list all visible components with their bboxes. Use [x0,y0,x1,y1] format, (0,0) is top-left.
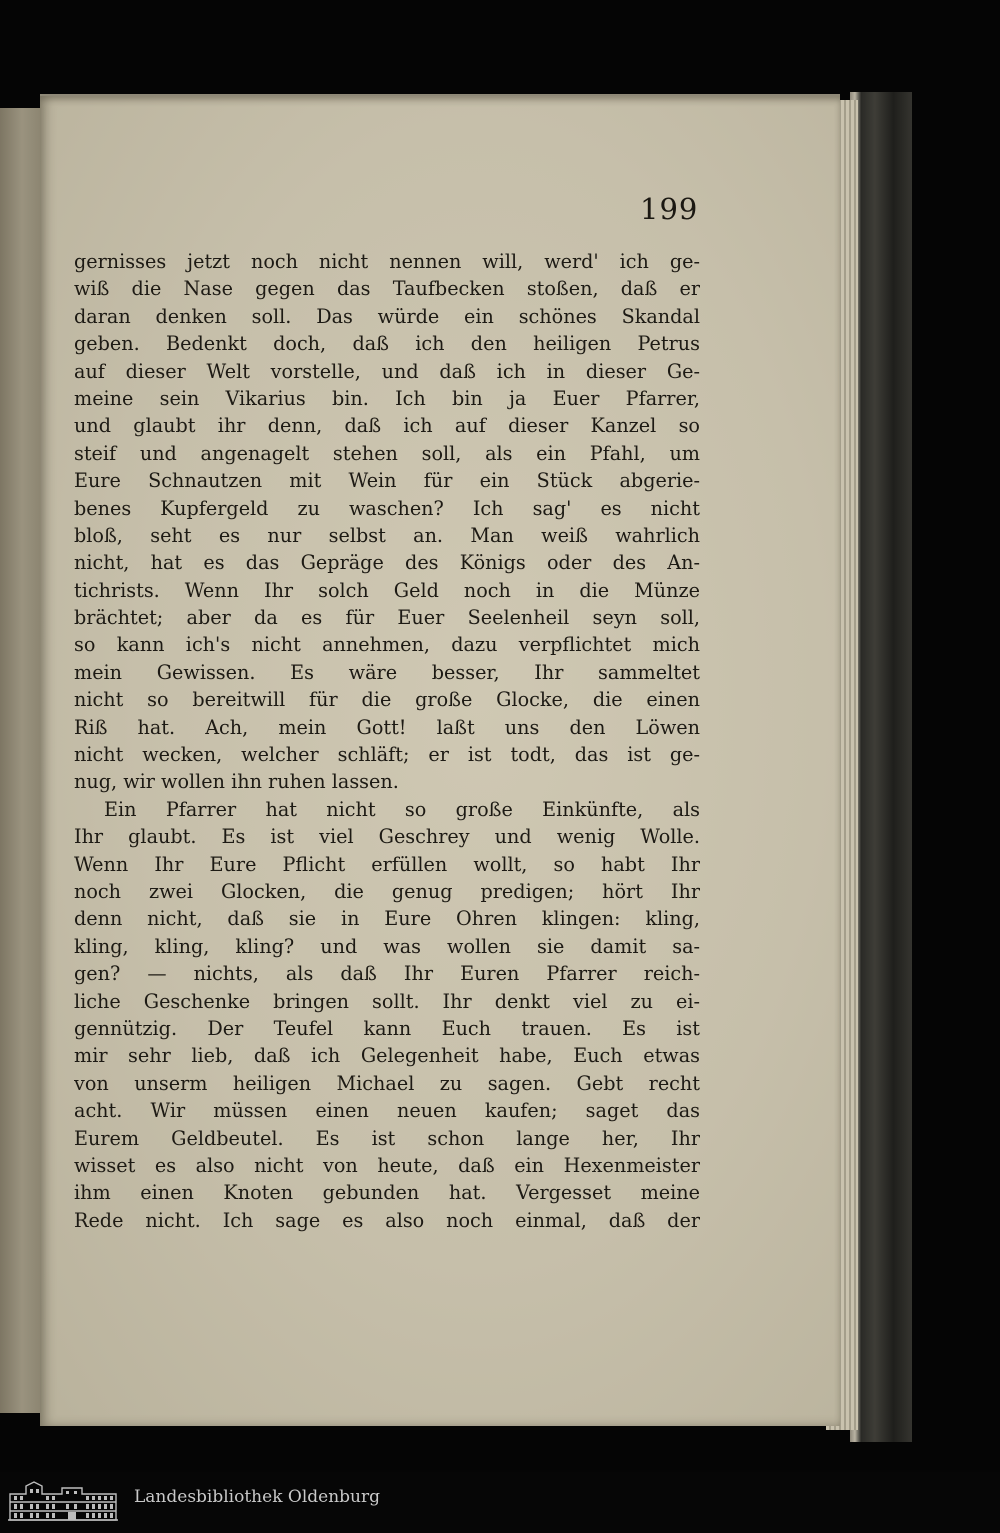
text-line: nug, wir wollen ihn ruhen lassen. [74,770,399,794]
text-line: Riß hat. Ach, mein Gott! laßt uns den Löwen [74,715,700,739]
library-name: Landesbibliothek Oldenburg [134,1487,381,1507]
text-line: Ihr glaubt. Es ist viel Geschrey und wenig Wolle. [74,825,700,849]
text-line: wiß die Nase gegen das Taufbecken stoßen, daß er [74,277,700,301]
text-line: so kann ich's nicht annehmen, dazu verpflichtet mich [74,633,700,657]
text-line: gennützig. Der Teufel kann Euch trauen. Es ist [74,1016,700,1040]
text-line: gen? — nichts, als daß Ihr Euren Pfarrer reich- [74,962,700,986]
text-line: acht. Wir müssen einen neuen kaufen; saget das [74,1099,700,1123]
text-line: mein Gewissen. Es wäre besser, Ihr sammeltet [74,660,700,684]
text-line: bloß, seht es nur selbst an. Man weiß wahrlich [74,523,700,547]
text-line: daran denken soll. Das würde ein schönes Skandal [74,304,700,328]
text-line: geben. Bedenkt doch, daß ich den heiligen Petrus [74,332,700,356]
text-line: liche Geschenke bringen sollt. Ihr denkt viel zu ei- [74,989,700,1013]
text-line: nicht wecken, welcher schläft; er ist todt, das ist ge- [74,743,700,767]
text-line: ihm einen Knoten gebunden hat. Vergesset meine [74,1181,700,1205]
text-line: nicht, hat es das Gepräge des Königs oder des An- [74,551,700,575]
text-line: wisset es also nicht von heute, daß ein Hexenmeister [74,1153,700,1177]
text-line: steif und angenagelt stehen soll, als ein Pfahl, um [74,441,700,465]
text-line: gernisses jetzt noch nicht nennen will, werd' ich ge- [74,250,700,273]
text-line: Ein Pfarrer hat nicht so große Einkünfte, als [104,797,700,821]
text-line: mir sehr lieb, daß ich Gelegenheit habe, Euch etwas [74,1044,700,1068]
text-line: von unserm heiligen Michael zu sagen. Gebt recht [74,1071,700,1095]
text-line: noch zwei Glocken, die genug predigen; hört Ihr [74,879,700,903]
text-line: Wenn Ihr Eure Pflicht erfüllen wollt, so habt Ihr [74,852,700,876]
text-line: Rede nicht. Ich sage es also noch einmal, daß der [74,1208,700,1232]
text-line: denn nicht, daß sie in Eure Ohren klingen: kling, [74,907,700,931]
library-building-icon [6,1480,120,1524]
footer-bar [0,1472,1000,1533]
text-line: meine sein Vikarius bin. Ich bin ja Euer Pfarrer, [74,386,700,410]
page-number: 199 [640,192,699,226]
book-page [40,94,840,1426]
text-line: benes Kupfergeld zu waschen? Ich sag' es nicht [74,496,700,520]
text-line: brächtet; aber da es für Euer Seelenheil seyn soll, [74,606,700,630]
book-binding [850,92,912,1442]
text-line: Eurem Geldbeutel. Es ist schon lange her, Ihr [74,1126,700,1150]
text-line: Eure Schnautzen mit Wein für ein Stück abgerie- [74,469,700,493]
text-line: tichrists. Wenn Ihr solch Geld noch in die Münze [74,578,700,602]
text-line: kling, kling, kling? und was wollen sie damit sa- [74,934,700,958]
text-line: und glaubt ihr denn, daß ich auf dieser Kanzel so [74,414,700,438]
text-line: auf dieser Welt vorstelle, und daß ich in dieser Ge- [74,359,700,383]
page-text [74,248,700,1234]
text-line: nicht so bereitwill für die große Glocke, die einen [74,688,700,712]
